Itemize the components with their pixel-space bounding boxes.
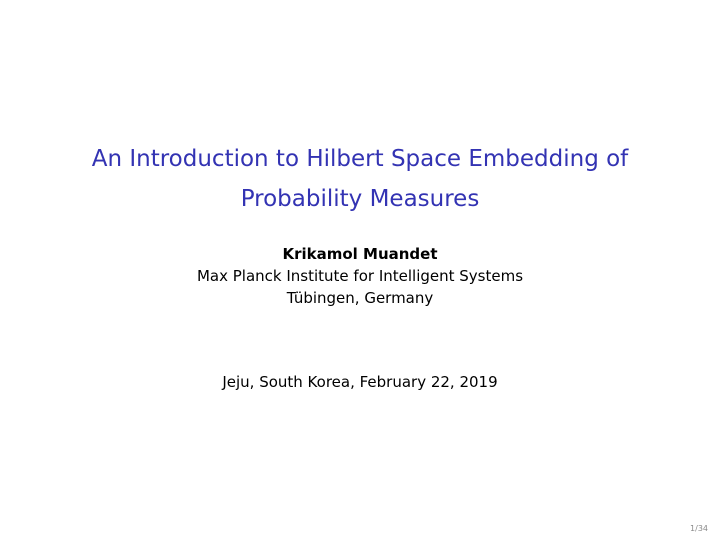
page-number: 1/34	[690, 524, 708, 533]
venue-date: Jeju, South Korea, February 22, 2019	[222, 373, 498, 391]
slide-title	[40, 139, 680, 219]
author-affiliation: Max Planck Institute for Intelligent Systems	[196, 267, 524, 285]
author-name: Krikamol Muandet	[282, 245, 438, 263]
author-location: Tübingen, Germany	[286, 289, 434, 307]
title-line-1: An Introduction to Hilbert Space Embedding of	[91, 146, 629, 173]
title-line-2: Probability Measures	[240, 186, 480, 213]
author-block	[0, 243, 720, 309]
